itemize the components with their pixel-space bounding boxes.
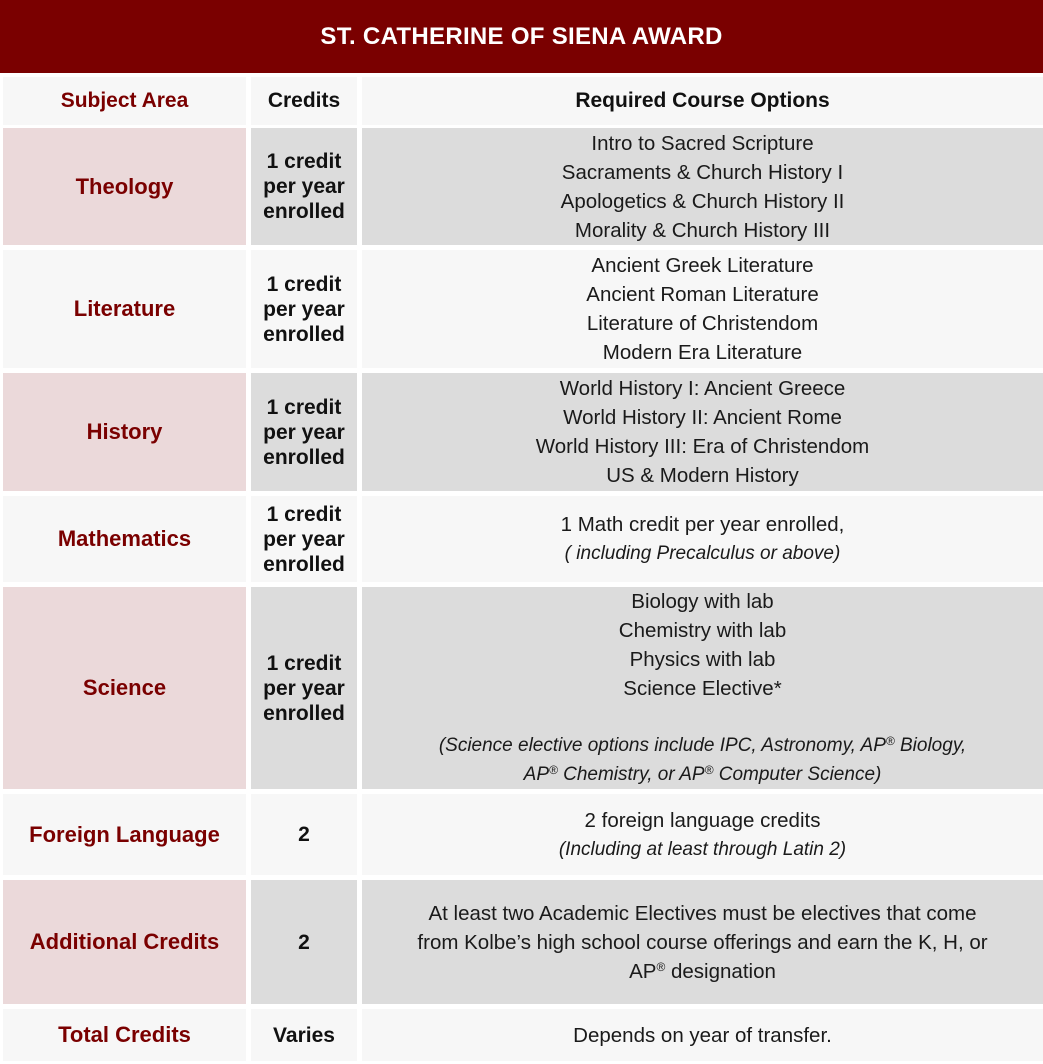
table-row <box>0 496 1043 582</box>
credits-cell: 1 credit per year enrolled <box>251 496 357 582</box>
subject-cell: Foreign Language <box>3 794 246 875</box>
subject-cell: Additional Credits <box>3 880 246 1004</box>
table-row <box>0 880 1043 1004</box>
table-row <box>0 1009 1043 1061</box>
table-row <box>0 250 1043 368</box>
credits-cell: 2 <box>251 794 357 875</box>
courses-cell: 1 Math credit per year enrolled, ( including Precalculus or above) <box>362 496 1043 582</box>
column-header-credits: Credits <box>251 77 357 125</box>
courses-cell: World History I: Ancient Greece World History II: Ancient Rome World History III: Era of Christendom US & Modern History <box>362 373 1043 491</box>
table-header-row <box>0 77 1043 125</box>
courses-cell: Ancient Greek Literature Ancient Roman Literature Literature of Christendom Modern Era Literature <box>362 250 1043 368</box>
credits-cell: 2 <box>251 880 357 1004</box>
science-elective-note: (Science elective options include IPC, Astronomy, AP® Biology, <box>438 734 967 756</box>
subject-cell: Literature <box>3 250 246 368</box>
courses-cell: Depends on year of transfer. <box>362 1009 1043 1061</box>
subject-cell: Total Credits <box>3 1009 246 1061</box>
subject-cell: Theology <box>3 128 246 245</box>
courses-cell: 2 foreign language credits (Including at least through Latin 2) <box>362 794 1043 875</box>
table-row <box>0 128 1043 245</box>
credits-cell: 1 credit per year enrolled <box>251 250 357 368</box>
credits-cell: Varies <box>251 1009 357 1061</box>
science-elective-note-cont: AP® Chemistry, or AP® Computer Science) <box>523 763 882 785</box>
column-header-subject: Subject Area <box>3 77 246 125</box>
designation-line: AP® designation <box>629 959 776 983</box>
table-row <box>0 794 1043 875</box>
column-header-courses: Required Course Options <box>362 77 1043 125</box>
courses-cell: Biology with lab Chemistry with lab Physics with lab Science Elective* (Science elective options include IPC, Astronomy, AP® Biology, AP® Chemistry, or AP® Computer Science) <box>362 587 1043 789</box>
table-row <box>0 587 1043 789</box>
courses-cell: At least two Academic Electives must be electives that come from Kolbe’s high school course offerings and earn the K, H, or AP® designation <box>362 880 1043 1004</box>
credits-cell: 1 credit per year enrolled <box>251 587 357 789</box>
subject-cell: Science <box>3 587 246 789</box>
table-row <box>0 373 1043 491</box>
credits-cell: 1 credit per year enrolled <box>251 373 357 491</box>
credits-cell: 1 credit per year enrolled <box>251 128 357 245</box>
courses-cell: Intro to Sacred Scripture Sacraments & Church History I Apologetics & Church History II Morality & Church History III <box>362 128 1043 245</box>
table-title: ST. CATHERINE OF SIENA AWARD <box>0 0 1043 73</box>
subject-cell: Mathematics <box>3 496 246 582</box>
subject-cell: History <box>3 373 246 491</box>
